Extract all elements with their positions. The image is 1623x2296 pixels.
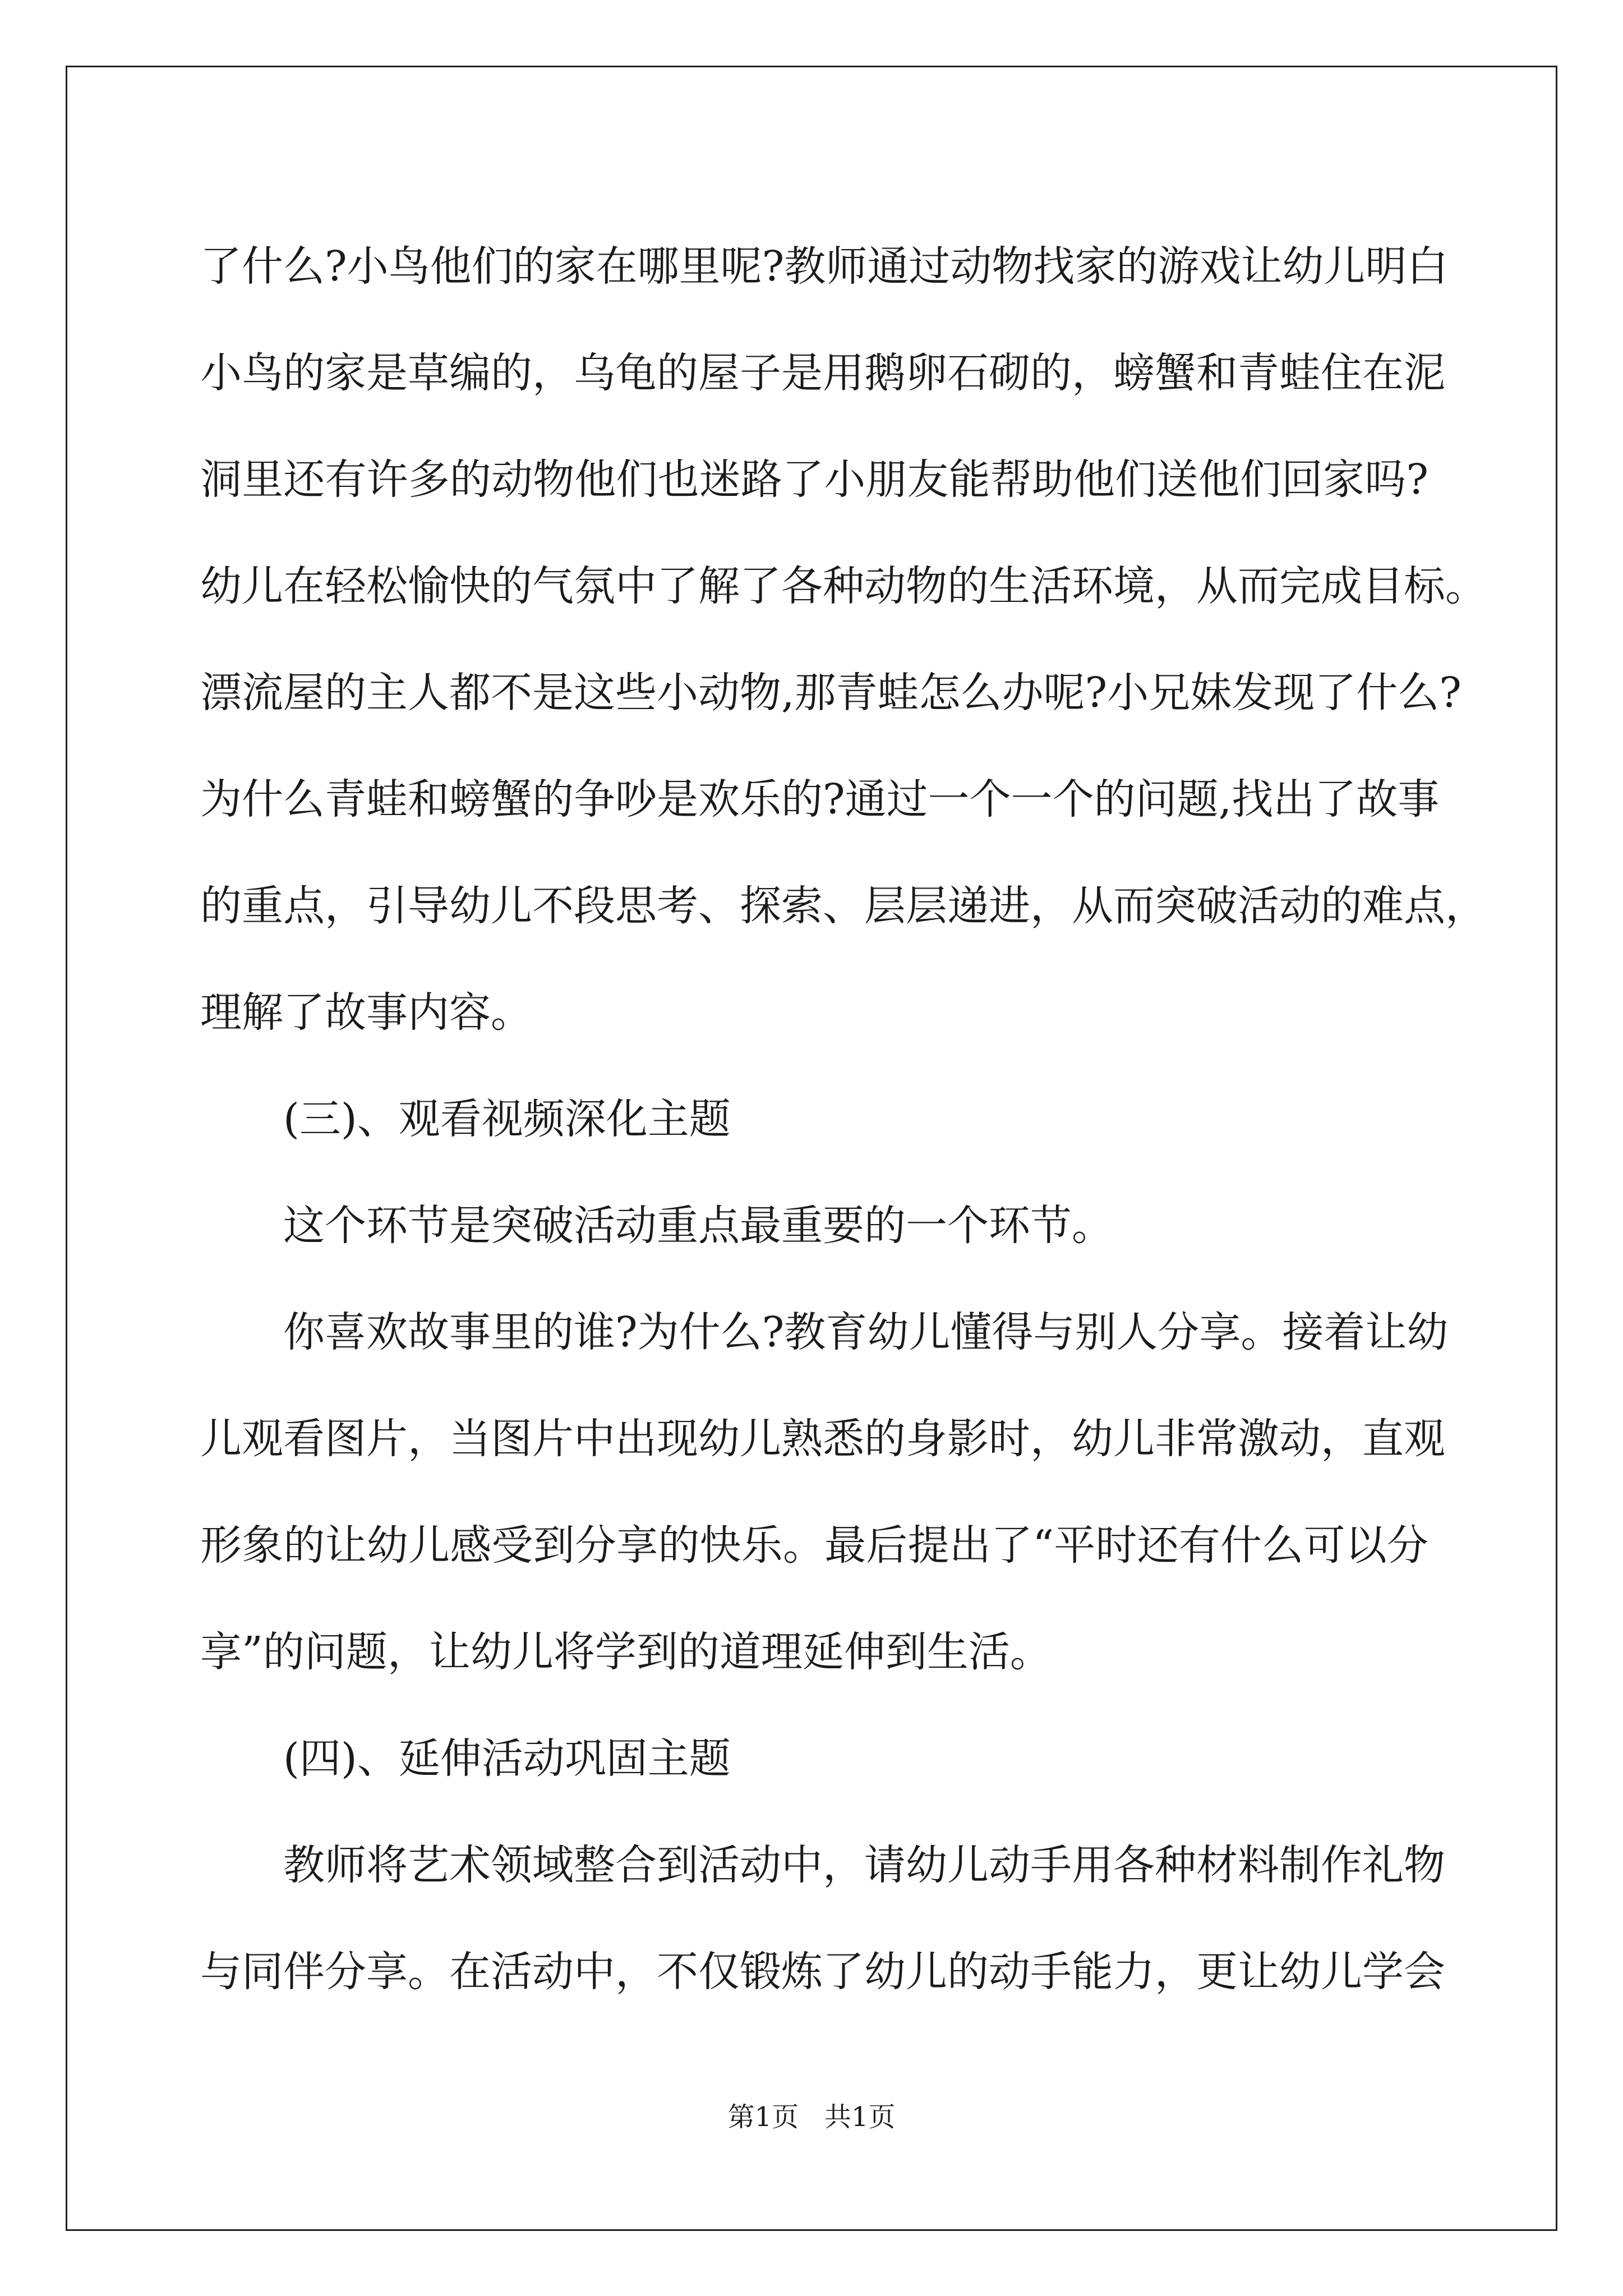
paragraph-2-line-1: 这个环节是突破活动重点最重要的一个环节。: [283, 1202, 1113, 1250]
page-footer: 第1页 共1页: [727, 2101, 896, 2133]
paragraph-3-line-2: 儿观看图片，当图片中出现幼儿熟悉的身影时，幼儿非常激动，直观: [200, 1415, 1445, 1463]
paragraph-1-line-1: 了什么?小鸟他们的家在哪里呢?教师通过动物找家的游戏让幼儿明白: [200, 242, 1449, 291]
paragraph-3-line-1: 你喜欢故事里的谁?为什么?教育幼儿懂得与别人分享。接着让幼: [283, 1308, 1449, 1356]
document-body: [200, 213, 1487, 2025]
paragraph-1-line-4: 幼儿在轻松愉快的气氛中了解了各种动物的生活环境，从而完成目标。: [200, 562, 1487, 610]
paragraph-1-line-8: 理解了故事内容。: [200, 988, 532, 1037]
paragraph-1-line-7: 的重点，引导幼儿不段思考、探索、层层递进，从而突破活动的难点，: [200, 882, 1487, 930]
paragraph-4-line-2: 与同伴分享。在活动中，不仅锻炼了幼儿的动手能力，更让幼儿学会: [200, 1948, 1445, 1996]
paragraph-1-line-2: 小鸟的家是草编的，乌龟的屋子是用鹅卵石砌的，螃蟹和青蛙住在泥: [200, 349, 1445, 397]
paragraph-4-line-1: 教师将艺术领域整合到活动中，请幼儿动手用各种材料制作礼物: [283, 1841, 1445, 1889]
paragraph-1-line-5: 漂流屋的主人都不是这些小动物,那青蛙怎么办呢?小兄妹发现了什么?: [200, 669, 1461, 717]
section-heading-4: (四)、延伸活动巩固主题: [283, 1734, 731, 1783]
paragraph-1-line-6: 为什么青蛙和螃蟹的争吵是欢乐的?通过一个一个的问题,找出了故事: [200, 775, 1440, 823]
paragraph-1-line-3: 洞里还有许多的动物他们也迷路了小朋友能帮助他们送他们回家吗?: [200, 455, 1428, 504]
paragraph-3-line-4: 享”的问题，让幼儿将学到的道理延伸到生活。: [200, 1628, 1052, 1676]
paragraph-3-line-3: 形象的让幼儿感受到分享的快乐。最后提出了“平时还有什么可以分: [200, 1521, 1428, 1570]
section-heading-3: (三)、观看视频深化主题: [283, 1095, 731, 1143]
